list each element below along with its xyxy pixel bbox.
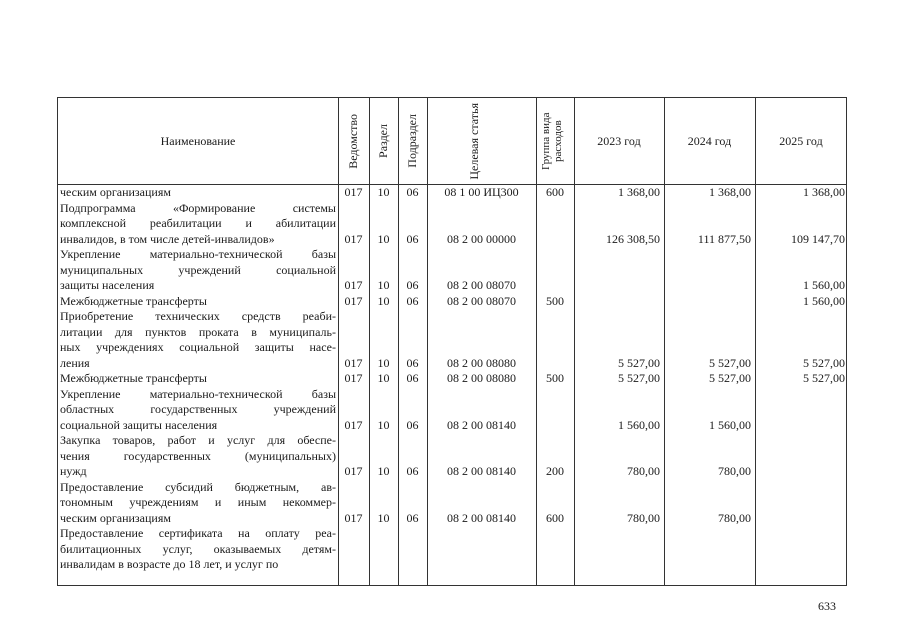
cell-section: 10	[377, 510, 390, 525]
header-ministry-label: Ведомство	[346, 113, 360, 169]
table-row	[58, 480, 846, 527]
table-row	[58, 294, 846, 310]
table-row	[58, 387, 846, 434]
header-target-article-label: Целевая статья	[466, 102, 481, 180]
cell-section: 10	[377, 185, 390, 199]
header-2024	[664, 98, 755, 184]
header-2023-label: 2023 год	[597, 133, 641, 148]
header-name-label: Наименование	[160, 133, 236, 148]
table-row	[58, 309, 846, 371]
cell-section: 10	[377, 464, 390, 478]
row-name-line: инвалидов, в том числе детей-инвалидов»	[60, 231, 275, 246]
cell-subsection: 06	[406, 464, 419, 478]
header-2023	[574, 98, 664, 184]
row-name	[60, 526, 336, 573]
cell-y2023: 5 527,00	[618, 355, 660, 370]
row-name-line: литации для пунктов проката в муниципаль-	[60, 324, 336, 339]
cell-y2025: 109 147,70	[791, 231, 845, 246]
cell-ministry: 017	[344, 231, 363, 246]
row-name-line: Межбюджетные трансферты	[60, 371, 207, 385]
cell-ministry: 017	[344, 185, 363, 199]
header-section-label: Раздел	[376, 124, 390, 158]
cell-target: 08 2 00 08070	[447, 293, 516, 308]
row-name	[60, 247, 336, 294]
row-name-line: комплексной реабилитации и абилитации	[60, 216, 336, 230]
cell-group: 200	[546, 464, 564, 478]
row-name-line: Приобретение технических средств реаби-	[60, 309, 336, 323]
table-row	[58, 185, 846, 201]
row-name	[60, 480, 336, 527]
row-name	[60, 433, 336, 480]
table-row	[58, 371, 846, 387]
cell-y2025: 1 560,00	[803, 278, 845, 292]
row-name-line: Межбюджетные трансферты	[60, 293, 207, 308]
cell-y2023: 126 308,50	[606, 231, 660, 246]
cell-y2025: 1 368,00	[803, 185, 845, 199]
row-name-line: тономным учреждениям и иным некоммер-	[60, 495, 336, 509]
cell-y2024: 1 560,00	[709, 417, 751, 432]
row-name-line: билитационных услуг, оказываемых детям-	[60, 541, 336, 556]
cell-y2025: 5 527,00	[803, 371, 845, 385]
cell-y2024: 780,00	[718, 464, 751, 478]
cell-subsection: 06	[406, 371, 419, 385]
row-name	[60, 309, 336, 371]
row-name	[60, 185, 336, 201]
cell-target: 08 2 00 08070	[447, 278, 516, 292]
cell-y2024: 1 368,00	[709, 185, 751, 199]
cell-target: 08 2 00 08140	[447, 510, 516, 525]
row-name-line: инвалидам в возрасте до 18 лет, и услуг по	[60, 557, 279, 571]
cell-y2025: 5 527,00	[803, 355, 845, 370]
row-name-line: ческим организациям	[60, 185, 171, 199]
row-name-line: нужд	[60, 464, 87, 478]
row-name	[60, 294, 336, 310]
row-name-line: Укрепление материально-технической базы	[60, 247, 336, 261]
cell-target: 08 1 00 ИЦ300	[444, 185, 519, 199]
cell-ministry: 017	[344, 293, 363, 308]
cell-ministry: 017	[344, 278, 363, 292]
cell-y2024: 111 877,50	[697, 231, 751, 246]
row-name-line: Предоставление субсидий бюджетным, ав-	[60, 479, 336, 494]
table-row	[58, 526, 846, 573]
cell-subsection: 06	[406, 293, 419, 308]
header-2025	[755, 98, 847, 184]
row-name-line: областных государственных учреждений	[60, 402, 336, 416]
cell-target: 08 2 00 08140	[447, 464, 516, 478]
budget-table	[57, 97, 847, 586]
row-name-line: Предоставление сертификата на оплату реа-	[60, 526, 336, 540]
header-expense-group	[536, 98, 574, 184]
page-number: 633	[818, 599, 836, 613]
cell-subsection: 06	[406, 278, 419, 292]
cell-subsection: 06	[406, 231, 419, 246]
row-name-line: Закупка товаров, работ и услуг для обеспе-	[60, 433, 336, 447]
cell-section: 10	[377, 278, 390, 292]
cell-section: 10	[377, 417, 390, 432]
cell-group: 600	[546, 510, 564, 525]
cell-subsection: 06	[406, 510, 419, 525]
row-name-line: чения государственных (муниципальных)	[60, 448, 336, 463]
cell-ministry: 017	[344, 355, 363, 370]
row-name-line: ления	[60, 355, 90, 370]
cell-target: 08 2 00 08080	[447, 355, 516, 370]
cell-section: 10	[377, 371, 390, 385]
cell-ministry: 017	[344, 464, 363, 478]
cell-y2023: 1 368,00	[618, 185, 660, 199]
cell-subsection: 06	[406, 355, 419, 370]
header-subsection-label: Подраздел	[405, 114, 419, 168]
cell-y2023: 780,00	[627, 464, 660, 478]
table-row	[58, 433, 846, 480]
header-expense-group-label: Группа вида расходов	[540, 112, 564, 170]
row-name-line: ных учреждениях социальной защиты насе-	[60, 340, 336, 354]
cell-y2024: 5 527,00	[709, 371, 751, 385]
header-subsection	[398, 98, 427, 184]
cell-ministry: 017	[344, 510, 363, 525]
cell-section: 10	[377, 293, 390, 308]
row-name-line: Укрепление материально-технической базы	[60, 386, 336, 401]
row-name-line: ческим организациям	[60, 510, 171, 525]
cell-y2023: 1 560,00	[618, 417, 660, 432]
row-name	[60, 371, 336, 387]
cell-y2025: 1 560,00	[803, 293, 845, 308]
table-row	[58, 247, 846, 294]
row-name-line: муниципальных учреждений социальной	[60, 262, 336, 277]
cell-section: 10	[377, 355, 390, 370]
cell-y2023: 780,00	[627, 510, 660, 525]
cell-group: 500	[546, 371, 564, 385]
header-2025-label: 2025 год	[779, 133, 823, 148]
header-name	[58, 98, 338, 184]
header-2024-label: 2024 год	[687, 133, 732, 148]
cell-group: 500	[546, 293, 564, 308]
cell-group: 600	[546, 185, 564, 199]
header-ministry	[338, 98, 369, 184]
cell-ministry: 017	[344, 371, 363, 385]
cell-y2024: 780,00	[718, 510, 751, 525]
cell-target: 08 2 00 08140	[447, 417, 516, 432]
cell-subsection: 06	[406, 185, 419, 199]
cell-y2023: 5 527,00	[618, 371, 660, 385]
cell-target: 08 2 00 08080	[447, 371, 516, 385]
row-name	[60, 201, 336, 248]
header-section	[369, 98, 398, 184]
table-row	[58, 201, 846, 248]
cell-subsection: 06	[406, 417, 419, 432]
cell-ministry: 017	[344, 417, 363, 432]
row-name-line: Подпрограмма «Формирование системы	[60, 200, 336, 215]
header-target-article	[427, 98, 536, 184]
cell-y2024: 5 527,00	[709, 355, 751, 370]
row-name-line: социальной защиты населения	[60, 417, 218, 432]
cell-section: 10	[377, 231, 390, 246]
row-name	[60, 387, 336, 434]
cell-target: 08 2 00 00000	[447, 231, 516, 246]
row-name-line: защиты населения	[60, 278, 155, 292]
